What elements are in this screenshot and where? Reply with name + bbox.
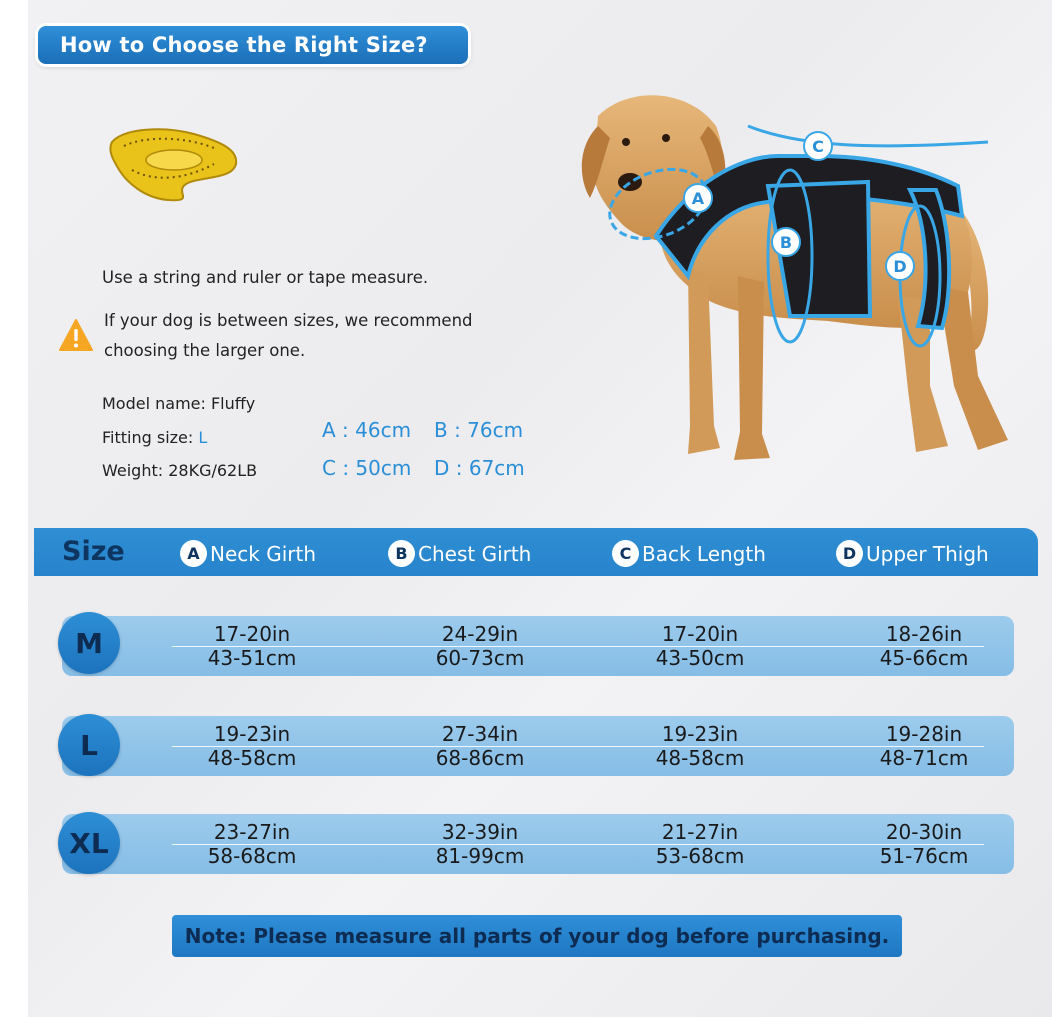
column-header-chest-girth (388, 540, 531, 567)
table-cell: 19-23in 48-58cm (655, 722, 745, 770)
column-header-upper-thigh (836, 540, 989, 567)
table-cell: 18-26in 45-66cm (879, 622, 969, 670)
column-label: Upper Thigh (866, 541, 989, 566)
table-cell: 19-28in 48-71cm (879, 722, 969, 770)
badge-a: A (180, 540, 207, 567)
fitting-size-label: Fitting size: (102, 428, 199, 447)
table-cell: 17-20in 43-51cm (207, 622, 297, 670)
size-table-header (34, 528, 1038, 576)
size-badge-xl: XL (58, 812, 120, 874)
diagram-label-c: C (812, 137, 824, 156)
table-cell: 23-27in 58-68cm (207, 820, 297, 868)
table-cell: 32-39in 81-99cm (435, 820, 525, 868)
measurement-c: C : 50cm (322, 456, 412, 480)
measurement-a: A : 46cm (322, 418, 412, 442)
diagram-label-a: A (691, 189, 705, 208)
diagram-label-d: D (893, 257, 907, 276)
column-header-neck-girth (180, 540, 316, 567)
warning-text-line1: If your dog is between sizes, we recommend (104, 311, 473, 330)
measurement-d: D : 67cm (434, 456, 525, 480)
warning-text-line2: choosing the larger one. (104, 341, 306, 360)
size-badge-l: L (58, 714, 120, 776)
table-cell: 24-29in 60-73cm (435, 622, 525, 670)
table-cell: 27-34in 68-86cm (435, 722, 525, 770)
dog-harness-illustration (538, 86, 1028, 476)
table-cell: 19-23in 48-58cm (207, 722, 297, 770)
measuring-tape-icon (104, 120, 244, 206)
page-title: How to Choose the Right Size? (38, 26, 468, 64)
badge-d: D (836, 540, 863, 567)
column-label: Neck Girth (210, 541, 316, 566)
measurement-b: B : 76cm (434, 418, 524, 442)
instruction-text: Use a string and ruler or tape measure. (102, 268, 429, 287)
fitting-size (102, 428, 207, 447)
weight: Weight: 28KG/62LB (102, 461, 258, 480)
diagram-label-b: B (779, 233, 793, 252)
fitting-size-value: L (198, 428, 208, 447)
size-header: Size (62, 536, 125, 567)
table-cell: 17-20in 43-50cm (655, 622, 745, 670)
badge-b: B (388, 540, 415, 567)
column-header-back-length (612, 540, 766, 567)
warning-icon (58, 318, 94, 352)
model-name: Model name: Fluffy (102, 394, 256, 413)
note-banner: Note: Please measure all parts of your dog before purchasing. (172, 915, 902, 957)
table-cell: 21-27in 53-68cm (655, 820, 745, 868)
table-cell: 20-30in 51-76cm (879, 820, 969, 868)
size-badge-m: M (58, 612, 120, 674)
size-guide-canvas (28, 0, 1052, 1017)
column-label: Chest Girth (418, 541, 532, 566)
badge-c: C (612, 540, 639, 567)
column-label: Back Length (642, 541, 766, 566)
